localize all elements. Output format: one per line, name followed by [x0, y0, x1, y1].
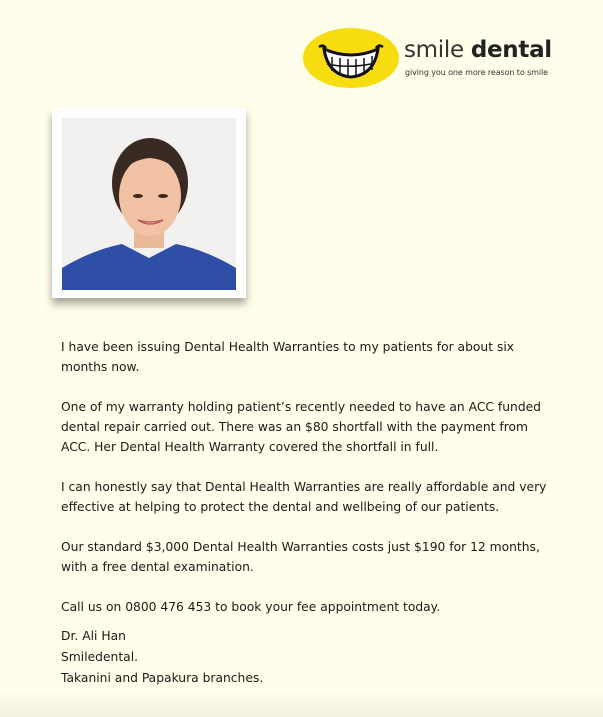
paragraph: Call us on 0800 476 453 to book your fee appointment today.	[61, 600, 441, 614]
smile-dental-logo	[302, 27, 562, 89]
paragraph: One of my warranty holding patient’s recently needed to have an ACC funded dental repair carried out. There was an $80 shortfall with the payment from ACC. Her Dental Health Warranty covered the shortfall in full.	[61, 400, 541, 454]
brand-name: smile dental	[404, 37, 552, 63]
signature-practice: Smiledental.	[61, 650, 139, 664]
paragraph: I can honestly say that Dental Health Warranties are really affordable and very effective at helping to protect the dental and wellbeing of our patients.	[61, 480, 547, 514]
smile-icon	[302, 27, 400, 89]
signature-block	[61, 626, 263, 689]
brand-tagline: giving you one more reason to smile	[405, 68, 548, 77]
paragraph: I have been issuing Dental Health Warranties to my patients for about six months now.	[61, 340, 515, 374]
portrait-image	[62, 118, 236, 290]
signature-name: Dr. Ali Han	[61, 629, 126, 643]
paragraph: Our standard $3,000 Dental Health Warranties costs just $190 for 12 months, with a free dental examination.	[61, 540, 540, 574]
letter-body	[61, 337, 561, 637]
doctor-photo	[62, 118, 236, 290]
signature-branches: Takanini and Papakura branches.	[61, 671, 264, 685]
photo-frame	[52, 108, 246, 298]
